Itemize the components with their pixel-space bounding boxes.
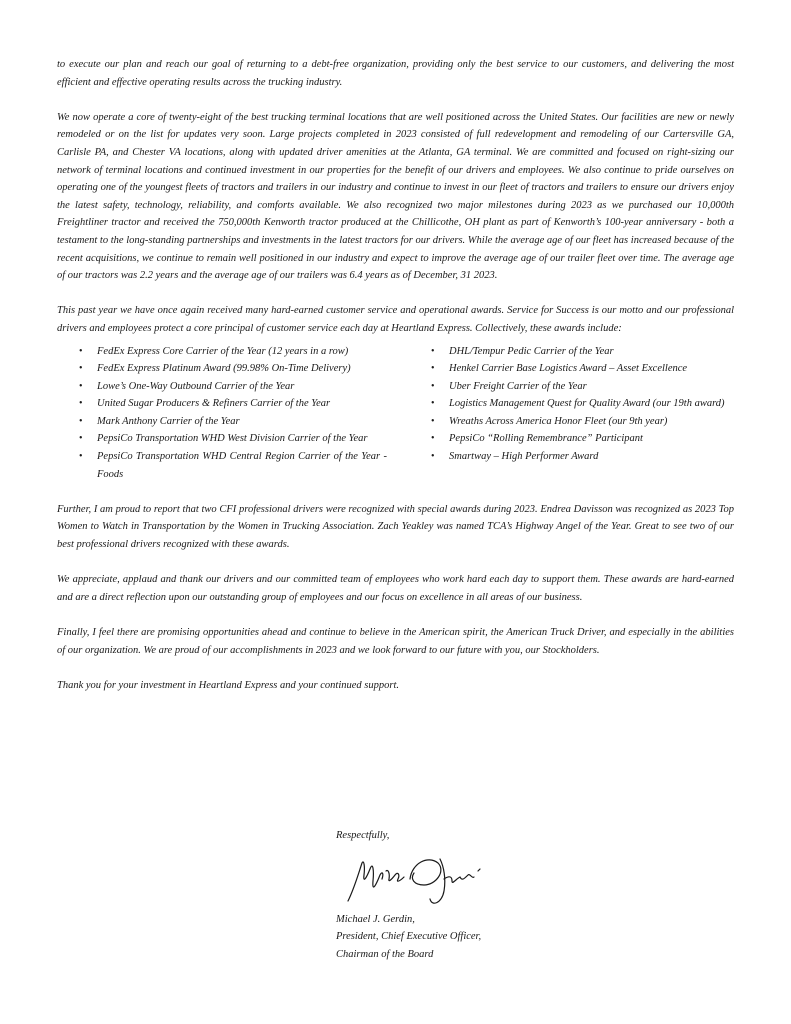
awards-column-right xyxy=(409,343,734,484)
paragraph-appreciation: We appreciate, applaud and thank our drivers and our committed team of employees who work hard each day to support them. These awards are hard-earned and are a direct reflection upon our outstanding group of employees and our focus on excellence in all areas of our business. xyxy=(57,574,734,603)
signer-title: President, Chief Executive Officer, xyxy=(336,931,482,943)
signer-name: Michael J. Gerdin, xyxy=(336,913,415,925)
paragraph-outlook: Finally, I feel there are promising opportunities ahead and continue to believe in the American spirit, the American Truck Driver, and especially in the abilities of our organization. We are proud of our accomplishments in 2023 and we look forward to our future with you, our Stockholders. xyxy=(57,627,734,656)
closing: Respectfully, xyxy=(336,830,390,841)
award-item: • Logistics Management Quest for Quality Award (our 19th award) xyxy=(431,395,738,413)
award-item: • FedEx Express Platinum Award (99.98% On-Time Delivery) xyxy=(79,360,387,378)
award-item: • DHL/Tempur Pedic Carrier of the Year xyxy=(431,343,738,361)
award-item: • PepsiCo “Rolling Remembrance” Participant xyxy=(431,430,738,448)
award-item: • Mark Anthony Carrier of the Year xyxy=(79,413,387,431)
paragraph-thanks: Thank you for your investment in Heartland Express and your continued support. xyxy=(57,679,399,691)
awards-column-left xyxy=(57,343,409,484)
award-item: • Lowe’s One-Way Outbound Carrier of the Year xyxy=(79,378,387,396)
award-item: • Wreaths Across America Honor Fleet (our 9th year) xyxy=(431,413,738,431)
award-item: • Uber Freight Carrier of the Year xyxy=(431,378,738,396)
paragraph-drivers: Further, I am proud to report that two CFI professional drivers were recognized with special awards during 2023. Endrea Davisson was recognized as 2023 Top Women to Watch in Transportation by the Women in Trucking Association. Zach Yeakley was named TCA’s Highway Angel of the Year. Great to see two of our best professional drivers recognized with these awards. xyxy=(57,503,734,551)
handwritten-signature xyxy=(340,849,490,909)
paragraph-intro: to execute our plan and reach our goal of returning to a debt-free organization, providing only the best service to our customers, and delivering the most efficient and effective operating results across the trucking industry. xyxy=(57,59,734,88)
award-item: • PepsiCo Transportation WHD West Division Carrier of the Year xyxy=(79,430,387,448)
award-item: • FedEx Express Core Carrier of the Year (12 years in a row) xyxy=(79,343,387,361)
paragraph-facilities: We now operate a core of twenty-eight of the best trucking terminal locations that are well positioned across the United States. Our facilities are new or newly remodeled or on the list for updates very soon. Large projects completed in 2023 consisted of full redevelopment and remodeling of our Cartersville GA, Carlisle PA, and Chester VA locations, along with updated driver amenities at the Atlanta, GA terminal. We are committed and focused on right-sizing our network of terminal locations and continued investment in our properties for the benefit of our drivers and employees. We also continue to pride ourselves on operating one of the youngest fleets of tractors and trailers in our industry and continue to invest in our fleet of tractors and trailers to ensure our drivers enjoy the latest safety, technology, reliability, and comforts available. We also recognized two major milestones during 2023 as we purchased our 10,000th Freightliner tractor and received the 750,000th Kenworth tractor produced at the Chillicothe, OH plant as part of Kenworth’s 100-year anniversary - both a testament to the long-standing partnerships and investments in the latest tractors for our drivers. While the average age of our fleet has increased because of the recent acquisitions, we continue to remain well positioned in our industry and expect to improve the average age of our trailer fleet over time. The average age of our tractors was 2.2 years and the average age of our trailers was 6.4 years as of December, 31 2023. xyxy=(57,111,734,282)
award-item: • Henkel Carrier Base Logistics Award – Asset Excellence xyxy=(431,360,738,378)
paragraph-awards-intro: This past year we have once again received many hard-earned customer service and operational awards. Service for Success is our motto and our professional drivers and employees protect a core principal of customer service each day at Heartland Express. Collectively, these awards include: xyxy=(57,305,734,334)
signature-block xyxy=(336,827,490,963)
letter-body xyxy=(57,56,734,694)
award-item: • United Sugar Producers & Refiners Carrier of the Year xyxy=(79,395,387,413)
signer-title-secondary: Chairman of the Board xyxy=(336,948,434,960)
awards-list xyxy=(57,343,734,484)
award-item: • Smartway – High Performer Award xyxy=(431,448,738,466)
award-item: • PepsiCo Transportation WHD Central Region Carrier of the Year - Foods xyxy=(79,448,387,483)
